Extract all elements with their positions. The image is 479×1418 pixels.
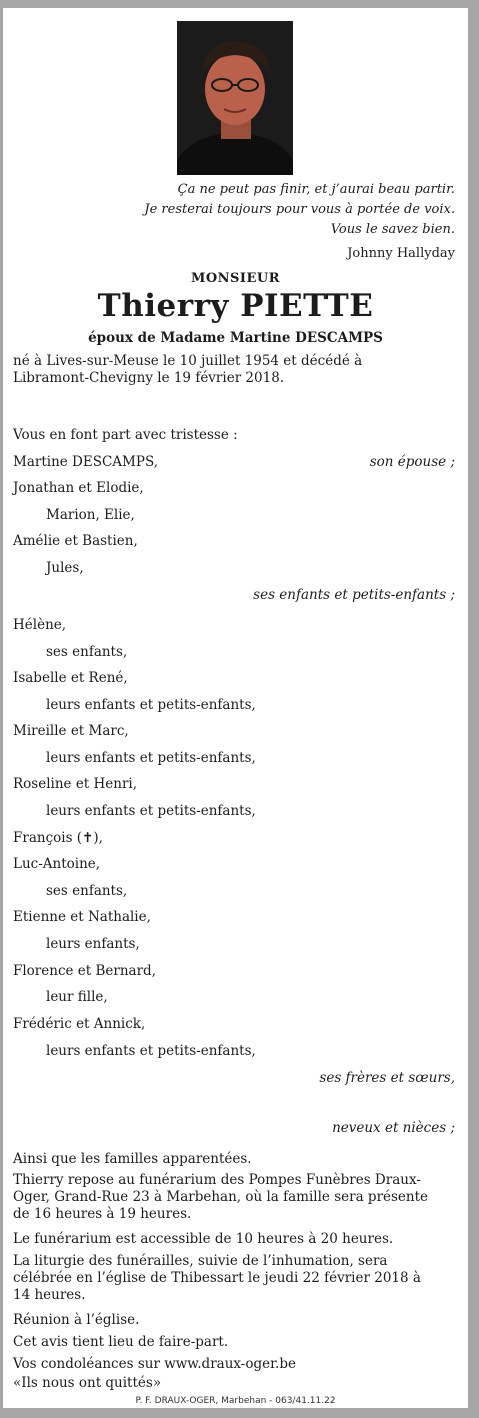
siblings-role: ses frères et sœurs, [319,1070,455,1086]
family-member: ses enfants, [46,644,128,660]
funeral-home-footer: P. F. DRAUX-OGER, Marbehan - 063/41.11.22 [135,1396,336,1406]
family-member: leur fille, [46,989,108,1005]
family-member: leurs enfants et petits-enfants, [46,697,256,713]
family-member: leurs enfants et petits-enfants, [46,750,256,766]
tagline: «Ils nous ont quittés» [13,1375,162,1391]
quote-line: Je resterai toujours pour vous à portée de voix. [144,202,455,217]
funerarium-line: de 16 heures à 19 heures. [13,1206,192,1222]
liturgy-line: 14 heures. [13,1287,86,1303]
intro-line: Vous en font part avec tristesse : [13,427,238,443]
liturgy-line: La liturgie des funérailles, suivie de l’inhumation, sera [13,1253,388,1269]
birth-death-info [13,353,433,387]
meeting-line: Réunion à l’église. [13,1312,140,1328]
family-member: Roseline et Henri, [13,776,138,792]
family-member: Frédéric et Annick, [13,1016,146,1032]
portrait-photo [177,21,293,175]
funerarium-line: Thierry repose au funérarium des Pompes Funèbres Draux- [13,1172,421,1188]
notice-line: Cet avis tient lieu de faire-part. [13,1334,229,1350]
access-line: Le funérarium est accessible de 10 heures à 20 heures. [13,1231,394,1247]
family-member: Jules, [46,560,84,576]
honorific: MONSIEUR [190,271,281,286]
wife-name: Martine DESCAMPS, [13,454,159,470]
family-member: leurs enfants, [46,936,140,952]
quote-line: Vous le savez bien. [330,222,455,237]
families-line: Ainsi que les familles apparentées. [13,1151,252,1167]
family-member: Etienne et Nathalie, [13,909,151,925]
quote-author: Johnny Hallyday [347,246,455,261]
family-member: Mireille et Marc, [13,723,129,739]
family-member: François (✝), [13,830,103,846]
children-role: ses enfants et petits-enfants ; [253,587,455,603]
obituary-card [3,8,468,1408]
funerarium-line: Oger, Grand-Rue 23 à Marbehan, où la famille sera présente [13,1189,429,1205]
liturgy-info [13,1253,453,1304]
family-member: Luc-Antoine, [13,856,101,872]
family-member: Amélie et Bastien, [13,533,138,549]
quote-line: Ça ne peut pas finir, et j’aurai beau partir. [177,182,455,197]
quote [35,180,455,240]
nephews-role: neveux et nièces ; [332,1120,455,1136]
spouse-line: époux de Madame Martine DESCAMPS [88,330,383,346]
family-member: Hélène, [13,617,67,633]
family-member: Florence et Bernard, [13,963,156,979]
family-member: leurs enfants et petits-enfants, [46,803,256,819]
funerarium-info [13,1172,453,1223]
family-member: Isabelle et René, [13,670,128,686]
family-member: Jonathan et Elodie, [13,480,144,496]
birth-death-line: Libramont-Chevigny le 19 février 2018. [13,370,285,386]
wife-role: son épouse ; [369,454,455,470]
family-member: leurs enfants et petits-enfants, [46,1043,256,1059]
condolences-line: Vos condoléances sur www.draux-oger.be [13,1356,296,1372]
family-member: ses enfants, [46,883,128,899]
family-member: Marion, Elie, [46,507,135,523]
deceased-name: Thierry PIETTE [97,288,374,324]
birth-death-line: né à Lives-sur-Meuse le 10 juillet 1954 et décédé à [13,353,363,369]
portrait-image [177,21,293,175]
liturgy-line: célébrée en l’église de Thibessart le jeudi 22 février 2018 à [13,1270,421,1286]
